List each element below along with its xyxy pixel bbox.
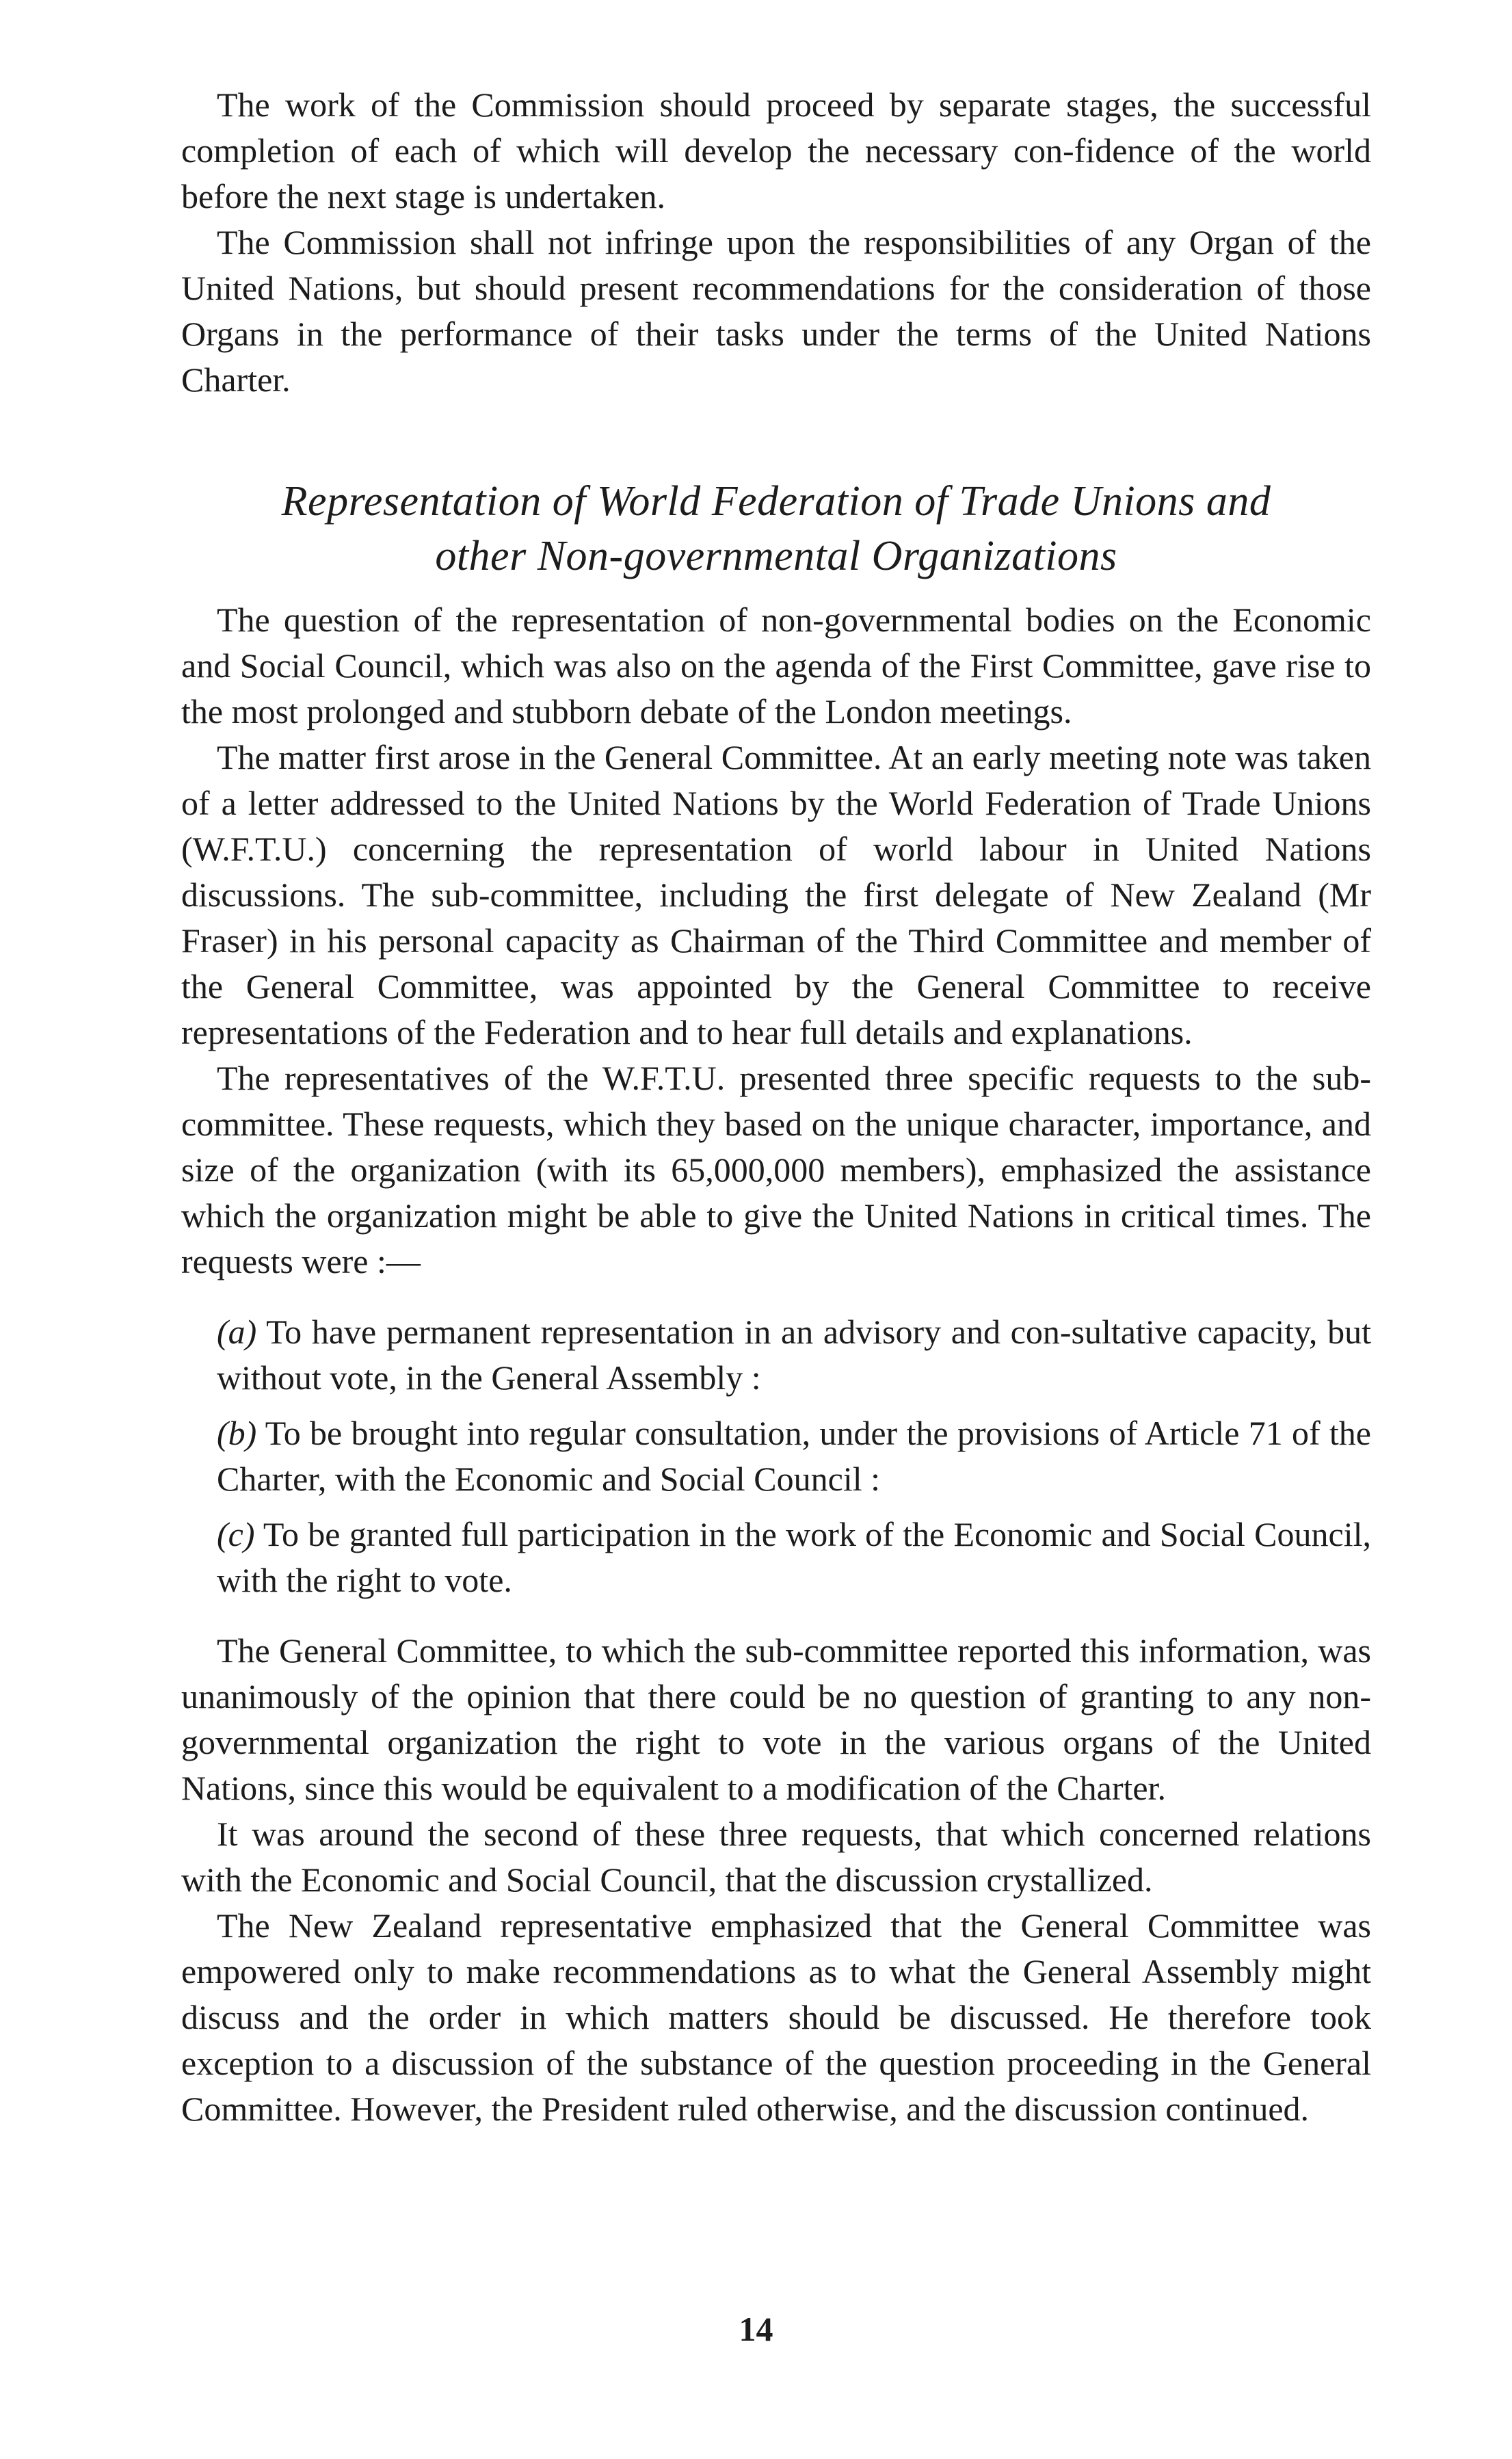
requests-list: [181, 1309, 1371, 1603]
paragraph: The General Committee, to which the sub-committee reported this information, was unanimously of the opinion that there could be no question of granting to any non-governmental organization the right to vote in the various organs of the United Nations, since this would be equivalent to a modification of the Charter.: [181, 1631, 1371, 1807]
paragraph: The New Zealand representative emphasized that the General Committee was empowered only to make recommendations as to what the General Assembly might discuss and the order in which matters should be discussed. He therefore took exception to a discussion of the substance of the question proceeding in the General Committee. However, the President ruled otherwise, and the discussion continued.: [181, 1906, 1371, 2128]
paragraph: The Commission shall not infringe upon the responsibilities of any Organ of the United Nations, but should present recommendations for the consideration of those Organs in the performance of their tasks under the terms of the United Nations Charter.: [181, 223, 1371, 399]
section-heading-line-1: Representation of World Federation of Trade Unions and: [281, 478, 1271, 525]
request-item: [181, 1512, 1371, 1603]
paragraph: It was around the second of these three requests, that which concerned relations with the Economic and Social Council, that the discussion crystallized.: [181, 1815, 1371, 1899]
paragraph: The work of the Commission should proceed by separate stages, the successful completion of each of which will develop the necessary con-fidence of the world before the next stage is undertaken.: [181, 86, 1371, 215]
request-label: (b): [217, 1414, 257, 1452]
request-text: To have permanent representation in an advisory and con-sultative capacity, but without vote, in the General Assembly :: [217, 1313, 1371, 1397]
paragraph: The question of the representation of non-governmental bodies on the Economic and Social Council, which was also on the agenda of the First Committee, gave rise to the most prolonged and stubborn debate of the London meetings.: [181, 601, 1371, 731]
request-label: (a): [217, 1313, 257, 1351]
section-heading-line-2: other Non-governmental Organizations: [435, 533, 1117, 579]
section-heading: [181, 474, 1371, 583]
request-text: To be granted full participation in the work of the Economic and Social Council, with the right to vote.: [217, 1515, 1371, 1599]
request-item: [181, 1309, 1371, 1401]
request-label: (c): [217, 1515, 255, 1553]
page-number: 14: [739, 2310, 773, 2348]
request-item: [181, 1410, 1371, 1502]
page-body: [181, 82, 1371, 2132]
paragraph: The matter first arose in the General Committee. At an early meeting note was taken of a letter addressed to the United Nations by the World Federation of Trade Unions (W.F.T.U.) concerning the representation of world labour in United Nations discussions. The sub-committee, including the first delegate of New Zealand (Mr Fraser) in his personal capacity as Chairman of the Third Committee and member of the General Committee, was appointed by the General Committee to receive representations of the Federation and to hear full details and explanations.: [181, 738, 1371, 1051]
paragraph: The representatives of the W.F.T.U. presented three specific requests to the sub-committee. These requests, which they based on the unique character, importance, and size of the organization (with its 65,000,000 members), emphasized the assistance which the organization might be able to give the United Nations in critical times. The requests were :—: [181, 1059, 1371, 1280]
request-text: To be brought into regular consultation, under the provisions of Article 71 of the Charter, with the Economic and Social Council :: [217, 1414, 1371, 1498]
